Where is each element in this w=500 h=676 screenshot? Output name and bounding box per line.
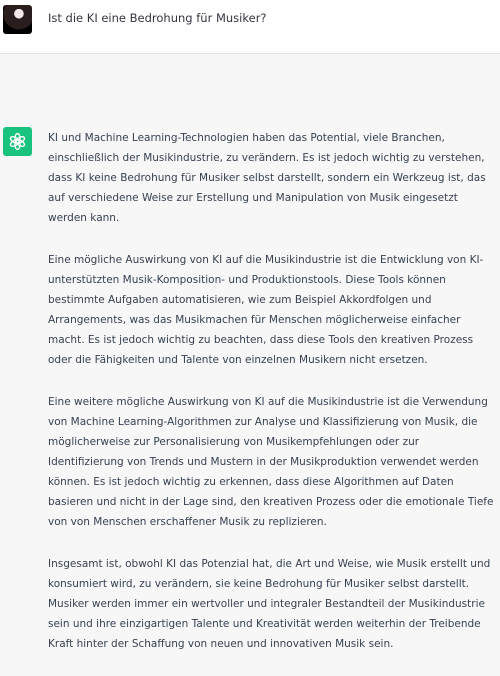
openai-logo-icon — [8, 132, 27, 151]
answer-paragraph-3: Eine weitere mögliche Auswirkung von KI auf die Musikindustrie ist die Verwendung von Machine Learning-Algorithmen zur Analyse und Klassifizierung von Musik, die möglicherweise zur Personalisierung von Musikempfehlungen oder zur Identifizierung von Trends und Mustern in der Musikproduktion verwendet werden können. Es ist jedoch wichtig zu erkennen, dass diese Algorithmen auf Daten basieren und nicht in der Lage sind, den kreativen Prozess oder die emotionale Tiefe von von Menschen erschaffener Musik zu replizieren. — [48, 396, 494, 528]
assistant-avatar — [3, 127, 32, 156]
answer-paragraph-1: KI und Machine Learning-Technologien haben das Potential, viele Branchen, einschließlich der Musikindustrie, zu verändern. Es ist jedoch wichtig zu verstehen, dass KI keine Bedrohung für Musiker selbst darstellt, sondern ein Werkzeug ist, das auf verschiedene Weise zur Erstellung und Manipulation von Musik eingesetzt werden kann. — [48, 132, 486, 224]
assistant-message-text — [48, 128, 496, 676]
answer-paragraph-4: Insgesamt ist, obwohl KI das Potenzial hat, die Art und Weise, wie Musik erstellt und konsumiert wird, zu verändern, sie keine Bedrohung für Musiker selbst darstellt. Musiker werden immer ein wertvoller und integraler Bestandteil der Musikindustrie sein und ihre einzigartigen Talente und Kreativität werden weiterhin der Treibende Kraft hinter der Schaffung von neuen und innovativen Musik sein. — [48, 558, 491, 650]
user-message-row — [0, 0, 500, 54]
answer-paragraph-2: Eine mögliche Auswirkung von KI auf die Musikindustrie ist die Entwicklung von KI-unterstützten Musik-Komposition- und Produktionstools. Diese Tools können bestimmte Aufgaben automatisieren, wie zum Beispiel Akkordfolgen und Arrangements, was das Musikmachen für Menschen möglicherweise einfacher macht. Es ist jedoch wichtig zu beachten, dass diese Tools den kreativen Prozess oder die Fähigkeiten und Talente von einzelnen Musikern nicht ersetzen. — [48, 254, 484, 366]
user-avatar — [3, 5, 32, 34]
user-message-text: Ist die KI eine Bedrohung für Musiker? — [48, 11, 267, 25]
